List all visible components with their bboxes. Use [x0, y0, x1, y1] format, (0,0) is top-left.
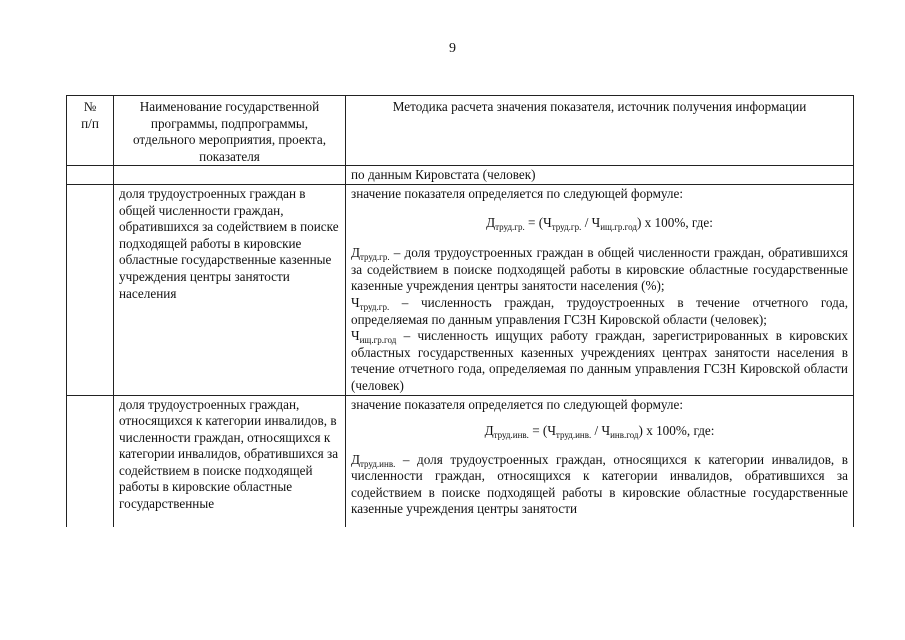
header-num: № п/п	[67, 96, 114, 166]
indicator-name: доля трудоустроенных граждан в общей численности граждан, обратившихся за содействием в поиске подходящей работы в кировские областные государственные казенные учреждения центры занятости населения	[114, 184, 346, 395]
cell-num	[67, 166, 114, 185]
definition: $Д_{труд.инв.}$ – доля трудоустроенных граждан, относящихся к категории инвалидов, в численности граждан, относящихся к категории инвалидов, обратившихся за содействием в поиске подходящей работы в кировские областные государственные казенные учреждения центры занятости	[351, 451, 848, 517]
cell-num	[67, 395, 114, 527]
page-number: 9	[449, 41, 456, 56]
header-name: Наименование государственной программы, подпрограммы, отдельного мероприятия, проекта, показателя	[114, 96, 346, 166]
table-header-row	[67, 96, 854, 166]
definition: $Ч_{труд.гр.}$ – численность граждан, трудоустроенных в течение отчетного года, определяемая по данным управления ГСЗН Кировской области (человек);	[351, 294, 848, 327]
formula: $Д_{труд.гр.} = (Ч_{труд.гр.} / Ч_{ищ.гр.год})$ х 100%, где:	[486, 214, 713, 232]
table-row	[67, 395, 854, 527]
definition: $Ч_{ищ.гр.год}$ – численность ищущих работу граждан, зарегистрированных в кировских областных государственных казенных учреждениях центрах занятости населения в течение отчетного года, определяемая по данным управления ГСЗН Кировской области (человек)	[351, 328, 848, 393]
definition: $Д_{труд.гр.}$ – доля трудоустроенных граждан в общей численности граждан, обратившихся за содействием в поиске подходящей работы в кировские областные государственные казенные учреждения центры занятости населения (%);	[351, 245, 848, 294]
method-intro: значение показателя определяется по следующей формуле:	[351, 396, 684, 412]
indicator-name: доля трудоустроенных граждан, относящихся к категории инвалидов, в численности граждан, относящихся к категории инвалидов, обратившихся за содействием в поиске подходящей работы в кировские областные государственные	[114, 395, 346, 527]
indicator-method	[346, 184, 854, 395]
table-row-continued	[67, 166, 854, 185]
indicator-method	[346, 395, 854, 527]
table-row	[67, 184, 854, 395]
cell-num	[67, 184, 114, 395]
cell-method: по данным Кировстата (человек)	[346, 166, 854, 185]
indicator-table	[66, 95, 854, 527]
formula: $Д_{труд.инв.} = (Ч_{труд.инв.} / Ч_{инв.год})$ х 100%, где:	[484, 423, 715, 441]
cell-name	[114, 166, 346, 185]
header-method: Методика расчета значения показателя, источник получения информации	[346, 96, 854, 166]
method-intro: значение показателя определяется по следующей формуле:	[351, 185, 684, 201]
